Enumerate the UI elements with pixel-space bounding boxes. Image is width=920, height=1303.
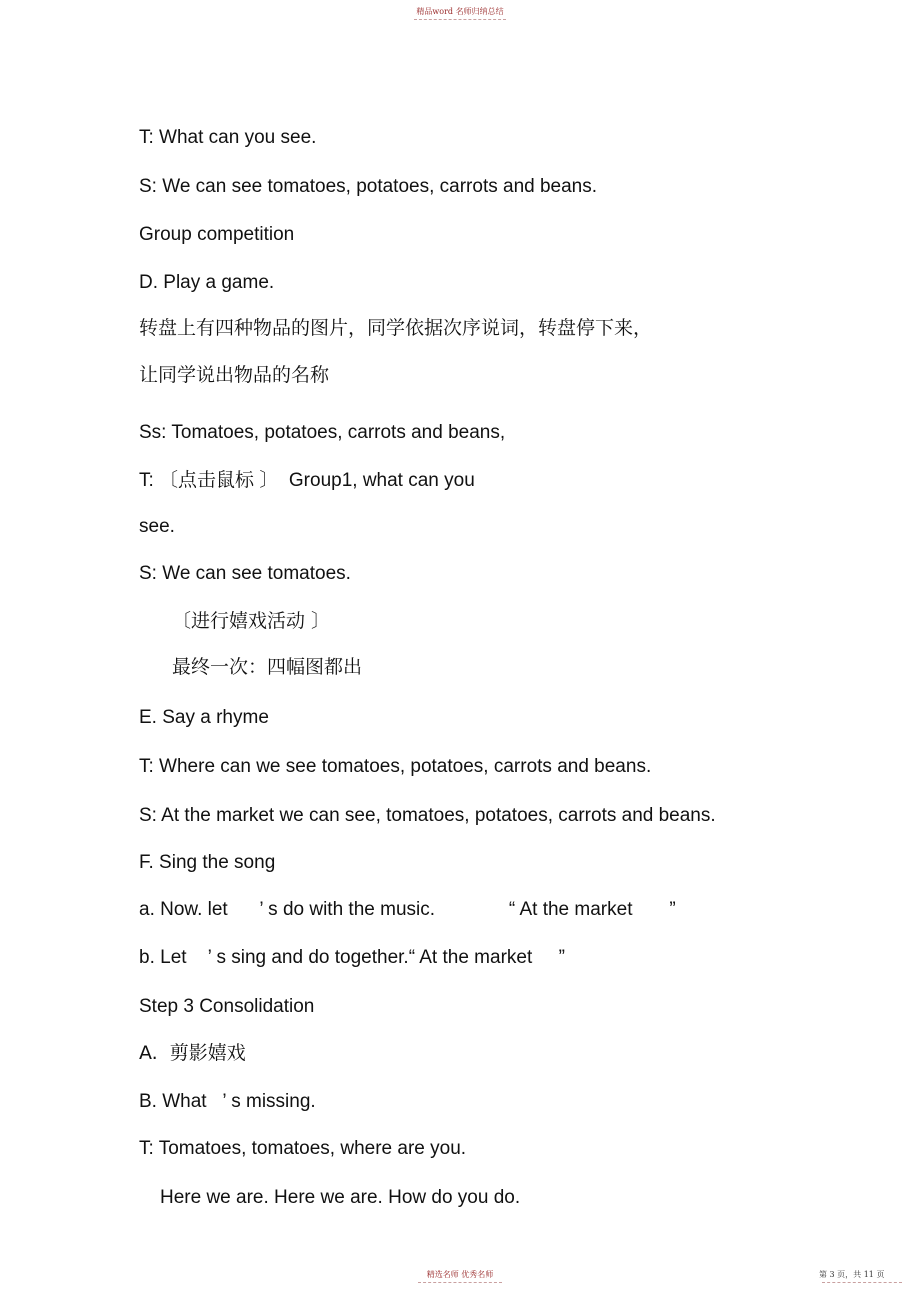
text-line: 转盘上有四种物品的图片，同学依据次序说词，转盘停下来， — [139, 317, 653, 339]
page-footer: 精选名师 优秀名师 — [426, 1270, 494, 1279]
text-line: S: At the market we can see, tomatoes, potatoes, carrots and beans. — [139, 805, 716, 826]
text-line: A. 剪影嬉戏 — [139, 1042, 246, 1064]
text-line: Step 3 Consolidation — [139, 996, 315, 1017]
text-line: T: Where can we see tomatoes, potatoes, carrots and beans. — [139, 756, 652, 777]
text-line: b. Let ’ s sing and do together.“ At the market ” — [139, 947, 565, 968]
text-line: B. What ’ s missing. — [139, 1091, 316, 1112]
text-line: 〔进行嬉戏活动 〕 — [172, 610, 331, 632]
text-line: T: 〔点击鼠标 〕 Group1, what can you — [139, 470, 475, 491]
footer-divider-right — [822, 1282, 902, 1283]
text-line: Group competition — [139, 224, 295, 245]
text-line: T: What can you see. — [139, 127, 317, 148]
text-line: S: We can see tomatoes, potatoes, carrots and beans. — [139, 176, 598, 197]
text-line: 让同学说出物品的名称 — [139, 364, 330, 386]
text-line: 最终一次：四幅图都出 — [172, 656, 363, 678]
text-line: D. Play a game. — [139, 272, 275, 293]
text-line: S: We can see tomatoes. — [139, 563, 351, 584]
text-line: see. — [139, 516, 175, 537]
page-number: 第 3 页，共 11 页 — [819, 1270, 885, 1279]
text-line: a. Now. let ’ s do with the music. “ At the market ” — [139, 899, 676, 920]
text-line: T: Tomatoes, tomatoes, where are you. — [139, 1138, 467, 1159]
text-line: E. Say a rhyme — [139, 707, 269, 728]
text-line: Here we are. Here we are. How do you do. — [160, 1187, 521, 1208]
text-line: Ss: Tomatoes, potatoes, carrots and beans, — [139, 422, 506, 443]
text-line: F. Sing the song — [139, 852, 276, 873]
footer-divider — [418, 1282, 502, 1283]
header-divider — [414, 19, 506, 20]
page-header: 精品word 名师归纳总结 — [416, 7, 504, 16]
